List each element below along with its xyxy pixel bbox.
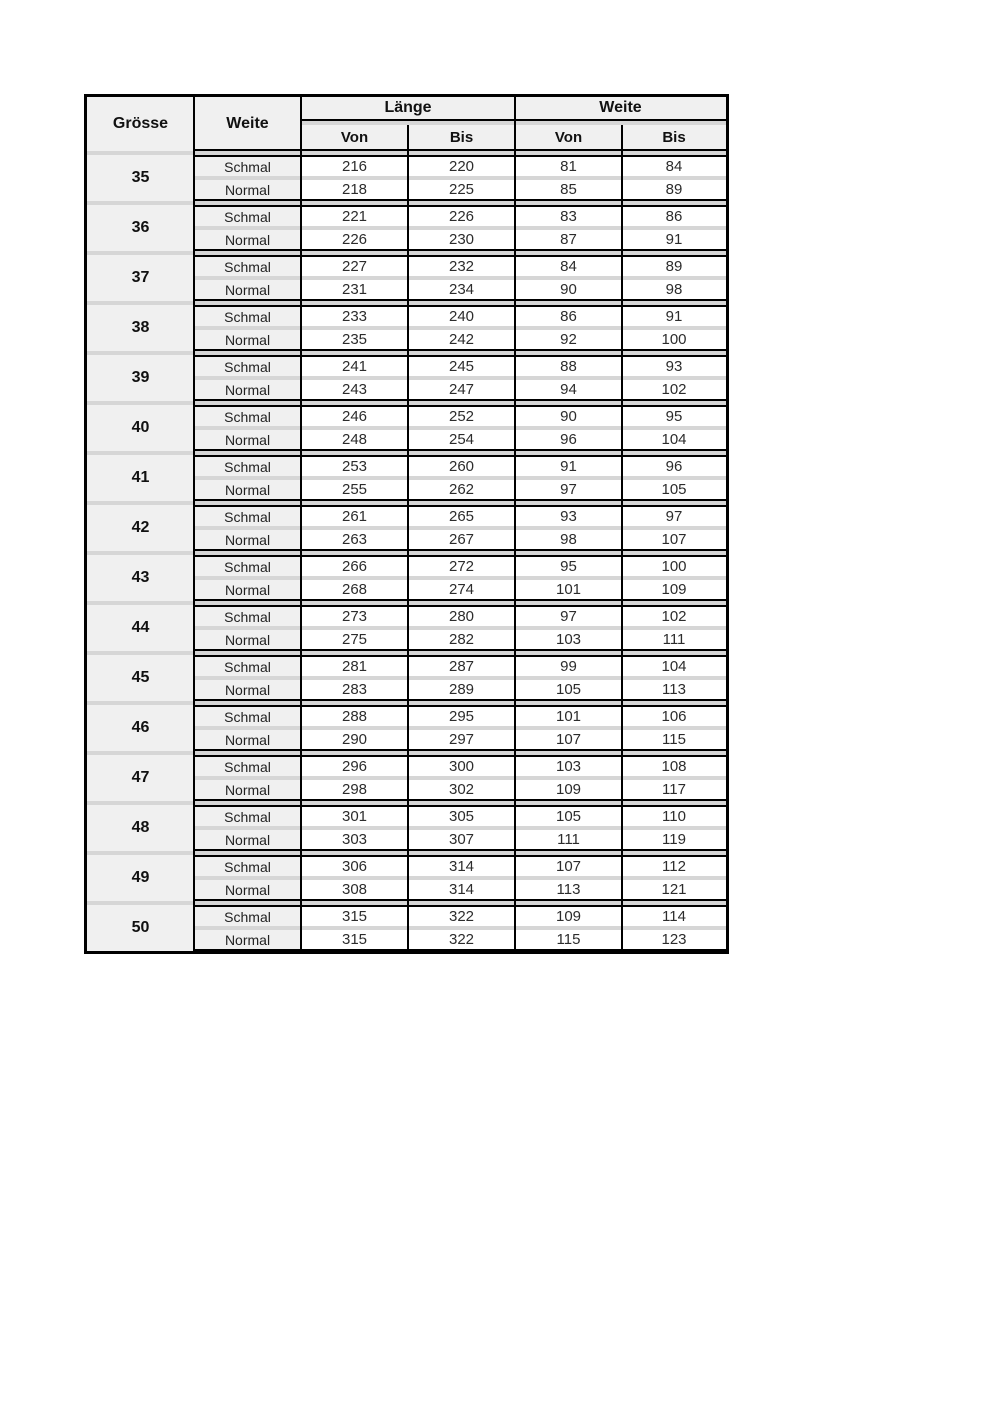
width-label-cell: Schmal [194, 407, 301, 426]
width-label-cell: Schmal [194, 557, 301, 576]
size-cell: 39 [87, 355, 194, 401]
size-cell: 50 [87, 905, 194, 951]
size-cell: 38 [87, 305, 194, 351]
cell-laenge-bis: 234 [408, 280, 515, 299]
width-label-cell: Schmal [194, 707, 301, 726]
normal-row [194, 780, 726, 799]
cell-laenge-bis: 297 [408, 730, 515, 749]
size-cell: 41 [87, 455, 194, 501]
cell-laenge-bis: 220 [408, 157, 515, 176]
normal-row [194, 430, 726, 449]
cell-weite-bis: 95 [622, 407, 726, 426]
cell-laenge-von: 308 [301, 880, 408, 899]
cell-laenge-von: 263 [301, 530, 408, 549]
cell-weite-bis: 104 [622, 657, 726, 676]
cell-weite-von: 115 [515, 930, 622, 949]
cell-weite-bis: 105 [622, 480, 726, 499]
header-weite-von: Von [515, 125, 622, 149]
width-label-cell: Schmal [194, 307, 301, 326]
cell-weite-bis: 110 [622, 807, 726, 826]
cell-weite-bis: 84 [622, 157, 726, 176]
cell-weite-bis: 109 [622, 580, 726, 599]
cell-weite-von: 85 [515, 180, 622, 199]
normal-row [194, 330, 726, 349]
width-label-cell: Normal [194, 480, 301, 499]
width-label-cell: Normal [194, 180, 301, 199]
cell-weite-von: 90 [515, 280, 622, 299]
schmal-row [194, 407, 726, 426]
size-cell: 37 [87, 255, 194, 301]
schmal-row [194, 507, 726, 526]
normal-row [194, 830, 726, 849]
cell-laenge-bis: 230 [408, 230, 515, 249]
size-chart-table [84, 94, 729, 954]
cell-laenge-von: 275 [301, 630, 408, 649]
cell-laenge-bis: 295 [408, 707, 515, 726]
column-divider [300, 97, 302, 951]
cell-laenge-bis: 267 [408, 530, 515, 549]
schmal-row [194, 607, 726, 626]
width-label-cell: Normal [194, 230, 301, 249]
normal-row [194, 380, 726, 399]
cell-laenge-bis: 305 [408, 807, 515, 826]
width-label-cell: Schmal [194, 857, 301, 876]
cell-laenge-bis: 280 [408, 607, 515, 626]
cell-weite-von: 109 [515, 907, 622, 926]
column-divider [514, 97, 516, 951]
width-label-cell: Normal [194, 630, 301, 649]
schmal-row [194, 257, 726, 276]
group-box [194, 905, 726, 951]
cell-laenge-von: 248 [301, 430, 408, 449]
group-box [194, 555, 726, 601]
cell-weite-bis: 100 [622, 557, 726, 576]
cell-laenge-bis: 289 [408, 680, 515, 699]
size-cell: 48 [87, 805, 194, 851]
cell-weite-bis: 100 [622, 330, 726, 349]
cell-laenge-bis: 252 [408, 407, 515, 426]
cell-weite-von: 101 [515, 580, 622, 599]
cell-laenge-von: 261 [301, 507, 408, 526]
column-divider [407, 125, 409, 951]
cell-weite-von: 86 [515, 307, 622, 326]
cell-laenge-von: 231 [301, 280, 408, 299]
cell-laenge-von: 281 [301, 657, 408, 676]
cell-weite-bis: 123 [622, 930, 726, 949]
width-label-cell: Normal [194, 930, 301, 949]
width-label-cell: Normal [194, 330, 301, 349]
normal-row [194, 480, 726, 499]
cell-laenge-von: 303 [301, 830, 408, 849]
normal-row [194, 530, 726, 549]
cell-weite-von: 103 [515, 757, 622, 776]
cell-laenge-von: 288 [301, 707, 408, 726]
cell-weite-von: 90 [515, 407, 622, 426]
normal-row [194, 680, 726, 699]
cell-weite-bis: 106 [622, 707, 726, 726]
schmal-row [194, 157, 726, 176]
cell-weite-bis: 91 [622, 307, 726, 326]
width-label-cell: Normal [194, 680, 301, 699]
schmal-row [194, 207, 726, 226]
cell-laenge-von: 218 [301, 180, 408, 199]
size-cell: 35 [87, 155, 194, 201]
cell-weite-bis: 115 [622, 730, 726, 749]
cell-laenge-von: 266 [301, 557, 408, 576]
cell-laenge-von: 315 [301, 930, 408, 949]
width-label-cell: Schmal [194, 907, 301, 926]
cell-weite-bis: 102 [622, 380, 726, 399]
cell-weite-bis: 98 [622, 280, 726, 299]
normal-row [194, 630, 726, 649]
schmal-row [194, 857, 726, 876]
cell-weite-bis: 89 [622, 257, 726, 276]
cell-laenge-bis: 272 [408, 557, 515, 576]
schmal-row [194, 307, 726, 326]
group-box [194, 805, 726, 851]
cell-laenge-bis: 225 [408, 180, 515, 199]
cell-laenge-von: 241 [301, 357, 408, 376]
cell-weite-bis: 114 [622, 907, 726, 926]
cell-weite-von: 107 [515, 730, 622, 749]
schmal-row [194, 457, 726, 476]
cell-laenge-bis: 322 [408, 907, 515, 926]
cell-laenge-bis: 265 [408, 507, 515, 526]
cell-weite-von: 101 [515, 707, 622, 726]
width-label-cell: Schmal [194, 207, 301, 226]
header-laenge-bis: Bis [408, 125, 515, 149]
width-label-cell: Normal [194, 780, 301, 799]
width-label-cell: Schmal [194, 607, 301, 626]
cell-laenge-von: 253 [301, 457, 408, 476]
cell-laenge-von: 233 [301, 307, 408, 326]
cell-laenge-von: 296 [301, 757, 408, 776]
width-label-cell: Normal [194, 530, 301, 549]
cell-laenge-bis: 274 [408, 580, 515, 599]
normal-row [194, 180, 726, 199]
cell-weite-von: 113 [515, 880, 622, 899]
schmal-row [194, 357, 726, 376]
cell-laenge-bis: 300 [408, 757, 515, 776]
cell-weite-von: 111 [515, 830, 622, 849]
schmal-row [194, 757, 726, 776]
width-label-cell: Schmal [194, 657, 301, 676]
cell-laenge-von: 246 [301, 407, 408, 426]
schmal-row [194, 657, 726, 676]
header-weite-bis: Bis [622, 125, 726, 149]
width-label-cell: Schmal [194, 457, 301, 476]
column-divider [193, 97, 195, 951]
cell-weite-bis: 86 [622, 207, 726, 226]
cell-laenge-von: 283 [301, 680, 408, 699]
normal-row [194, 580, 726, 599]
cell-laenge-von: 273 [301, 607, 408, 626]
group-box [194, 655, 726, 701]
cell-weite-bis: 104 [622, 430, 726, 449]
cell-laenge-von: 306 [301, 857, 408, 876]
cell-laenge-bis: 254 [408, 430, 515, 449]
group-box [194, 755, 726, 801]
group-box [194, 705, 726, 751]
size-cell: 42 [87, 505, 194, 551]
cell-weite-von: 88 [515, 357, 622, 376]
size-cell: 47 [87, 755, 194, 801]
normal-row [194, 880, 726, 899]
cell-laenge-von: 235 [301, 330, 408, 349]
header-weite: Weite [194, 97, 301, 151]
cell-laenge-bis: 302 [408, 780, 515, 799]
size-cell: 36 [87, 205, 194, 251]
cell-weite-von: 95 [515, 557, 622, 576]
cell-laenge-bis: 260 [408, 457, 515, 476]
cell-weite-bis: 108 [622, 757, 726, 776]
width-label-cell: Schmal [194, 807, 301, 826]
cell-laenge-bis: 242 [408, 330, 515, 349]
schmal-row [194, 807, 726, 826]
cell-laenge-bis: 245 [408, 357, 515, 376]
cell-weite-bis: 117 [622, 780, 726, 799]
group-box [194, 155, 726, 201]
cell-laenge-bis: 314 [408, 857, 515, 876]
size-cell: 44 [87, 605, 194, 651]
cell-laenge-von: 227 [301, 257, 408, 276]
group-box [194, 855, 726, 901]
cell-weite-bis: 93 [622, 357, 726, 376]
header-laenge-von: Von [301, 125, 408, 149]
group-box [194, 205, 726, 251]
schmal-row [194, 557, 726, 576]
cell-laenge-bis: 322 [408, 930, 515, 949]
group-box [194, 405, 726, 451]
cell-weite-von: 99 [515, 657, 622, 676]
cell-weite-von: 97 [515, 607, 622, 626]
cell-weite-bis: 112 [622, 857, 726, 876]
group-box [194, 255, 726, 301]
cell-laenge-von: 243 [301, 380, 408, 399]
cell-laenge-bis: 232 [408, 257, 515, 276]
cell-weite-von: 107 [515, 857, 622, 876]
cell-laenge-von: 298 [301, 780, 408, 799]
cell-weite-von: 92 [515, 330, 622, 349]
normal-row [194, 730, 726, 749]
cell-weite-von: 94 [515, 380, 622, 399]
width-label-cell: Normal [194, 280, 301, 299]
cell-laenge-bis: 226 [408, 207, 515, 226]
group-box [194, 355, 726, 401]
cell-laenge-bis: 262 [408, 480, 515, 499]
cell-weite-von: 109 [515, 780, 622, 799]
cell-laenge-von: 301 [301, 807, 408, 826]
size-cell: 45 [87, 655, 194, 701]
header-weite-group: Weite [515, 97, 726, 121]
cell-laenge-von: 226 [301, 230, 408, 249]
cell-laenge-bis: 240 [408, 307, 515, 326]
cell-laenge-von: 290 [301, 730, 408, 749]
width-label-cell: Normal [194, 380, 301, 399]
normal-row [194, 280, 726, 299]
size-cell: 49 [87, 855, 194, 901]
cell-laenge-von: 315 [301, 907, 408, 926]
group-box [194, 505, 726, 551]
cell-weite-von: 105 [515, 807, 622, 826]
cell-weite-von: 91 [515, 457, 622, 476]
schmal-row [194, 907, 726, 926]
width-label-cell: Schmal [194, 757, 301, 776]
header-laenge-group: Länge [301, 97, 515, 121]
width-label-cell: Normal [194, 430, 301, 449]
cell-weite-von: 98 [515, 530, 622, 549]
cell-weite-bis: 111 [622, 630, 726, 649]
size-cell: 40 [87, 405, 194, 451]
cell-weite-bis: 91 [622, 230, 726, 249]
cell-weite-bis: 113 [622, 680, 726, 699]
cell-laenge-bis: 282 [408, 630, 515, 649]
cell-weite-von: 97 [515, 480, 622, 499]
cell-laenge-von: 268 [301, 580, 408, 599]
size-cell: 46 [87, 705, 194, 751]
width-label-cell: Normal [194, 880, 301, 899]
group-box [194, 305, 726, 351]
cell-weite-bis: 97 [622, 507, 726, 526]
group-box [194, 455, 726, 501]
normal-row [194, 930, 726, 949]
width-label-cell: Schmal [194, 357, 301, 376]
cell-weite-von: 103 [515, 630, 622, 649]
cell-laenge-von: 255 [301, 480, 408, 499]
cell-laenge-von: 221 [301, 207, 408, 226]
cell-weite-bis: 107 [622, 530, 726, 549]
cell-laenge-bis: 287 [408, 657, 515, 676]
size-cell: 43 [87, 555, 194, 601]
cell-weite-bis: 119 [622, 830, 726, 849]
header-groesse: Grösse [87, 97, 194, 151]
cell-weite-von: 81 [515, 157, 622, 176]
cell-weite-von: 83 [515, 207, 622, 226]
width-label-cell: Normal [194, 830, 301, 849]
cell-laenge-bis: 314 [408, 880, 515, 899]
normal-row [194, 230, 726, 249]
schmal-row [194, 707, 726, 726]
column-divider [621, 125, 623, 951]
cell-weite-von: 87 [515, 230, 622, 249]
width-label-cell: Normal [194, 730, 301, 749]
cell-weite-von: 93 [515, 507, 622, 526]
cell-weite-bis: 89 [622, 180, 726, 199]
cell-weite-bis: 96 [622, 457, 726, 476]
width-label-cell: Schmal [194, 157, 301, 176]
width-label-cell: Schmal [194, 507, 301, 526]
cell-weite-bis: 121 [622, 880, 726, 899]
cell-laenge-von: 216 [301, 157, 408, 176]
cell-weite-von: 84 [515, 257, 622, 276]
width-label-cell: Normal [194, 580, 301, 599]
cell-laenge-bis: 247 [408, 380, 515, 399]
cell-laenge-bis: 307 [408, 830, 515, 849]
cell-weite-von: 96 [515, 430, 622, 449]
cell-weite-von: 105 [515, 680, 622, 699]
cell-weite-bis: 102 [622, 607, 726, 626]
width-label-cell: Schmal [194, 257, 301, 276]
group-box [194, 605, 726, 651]
